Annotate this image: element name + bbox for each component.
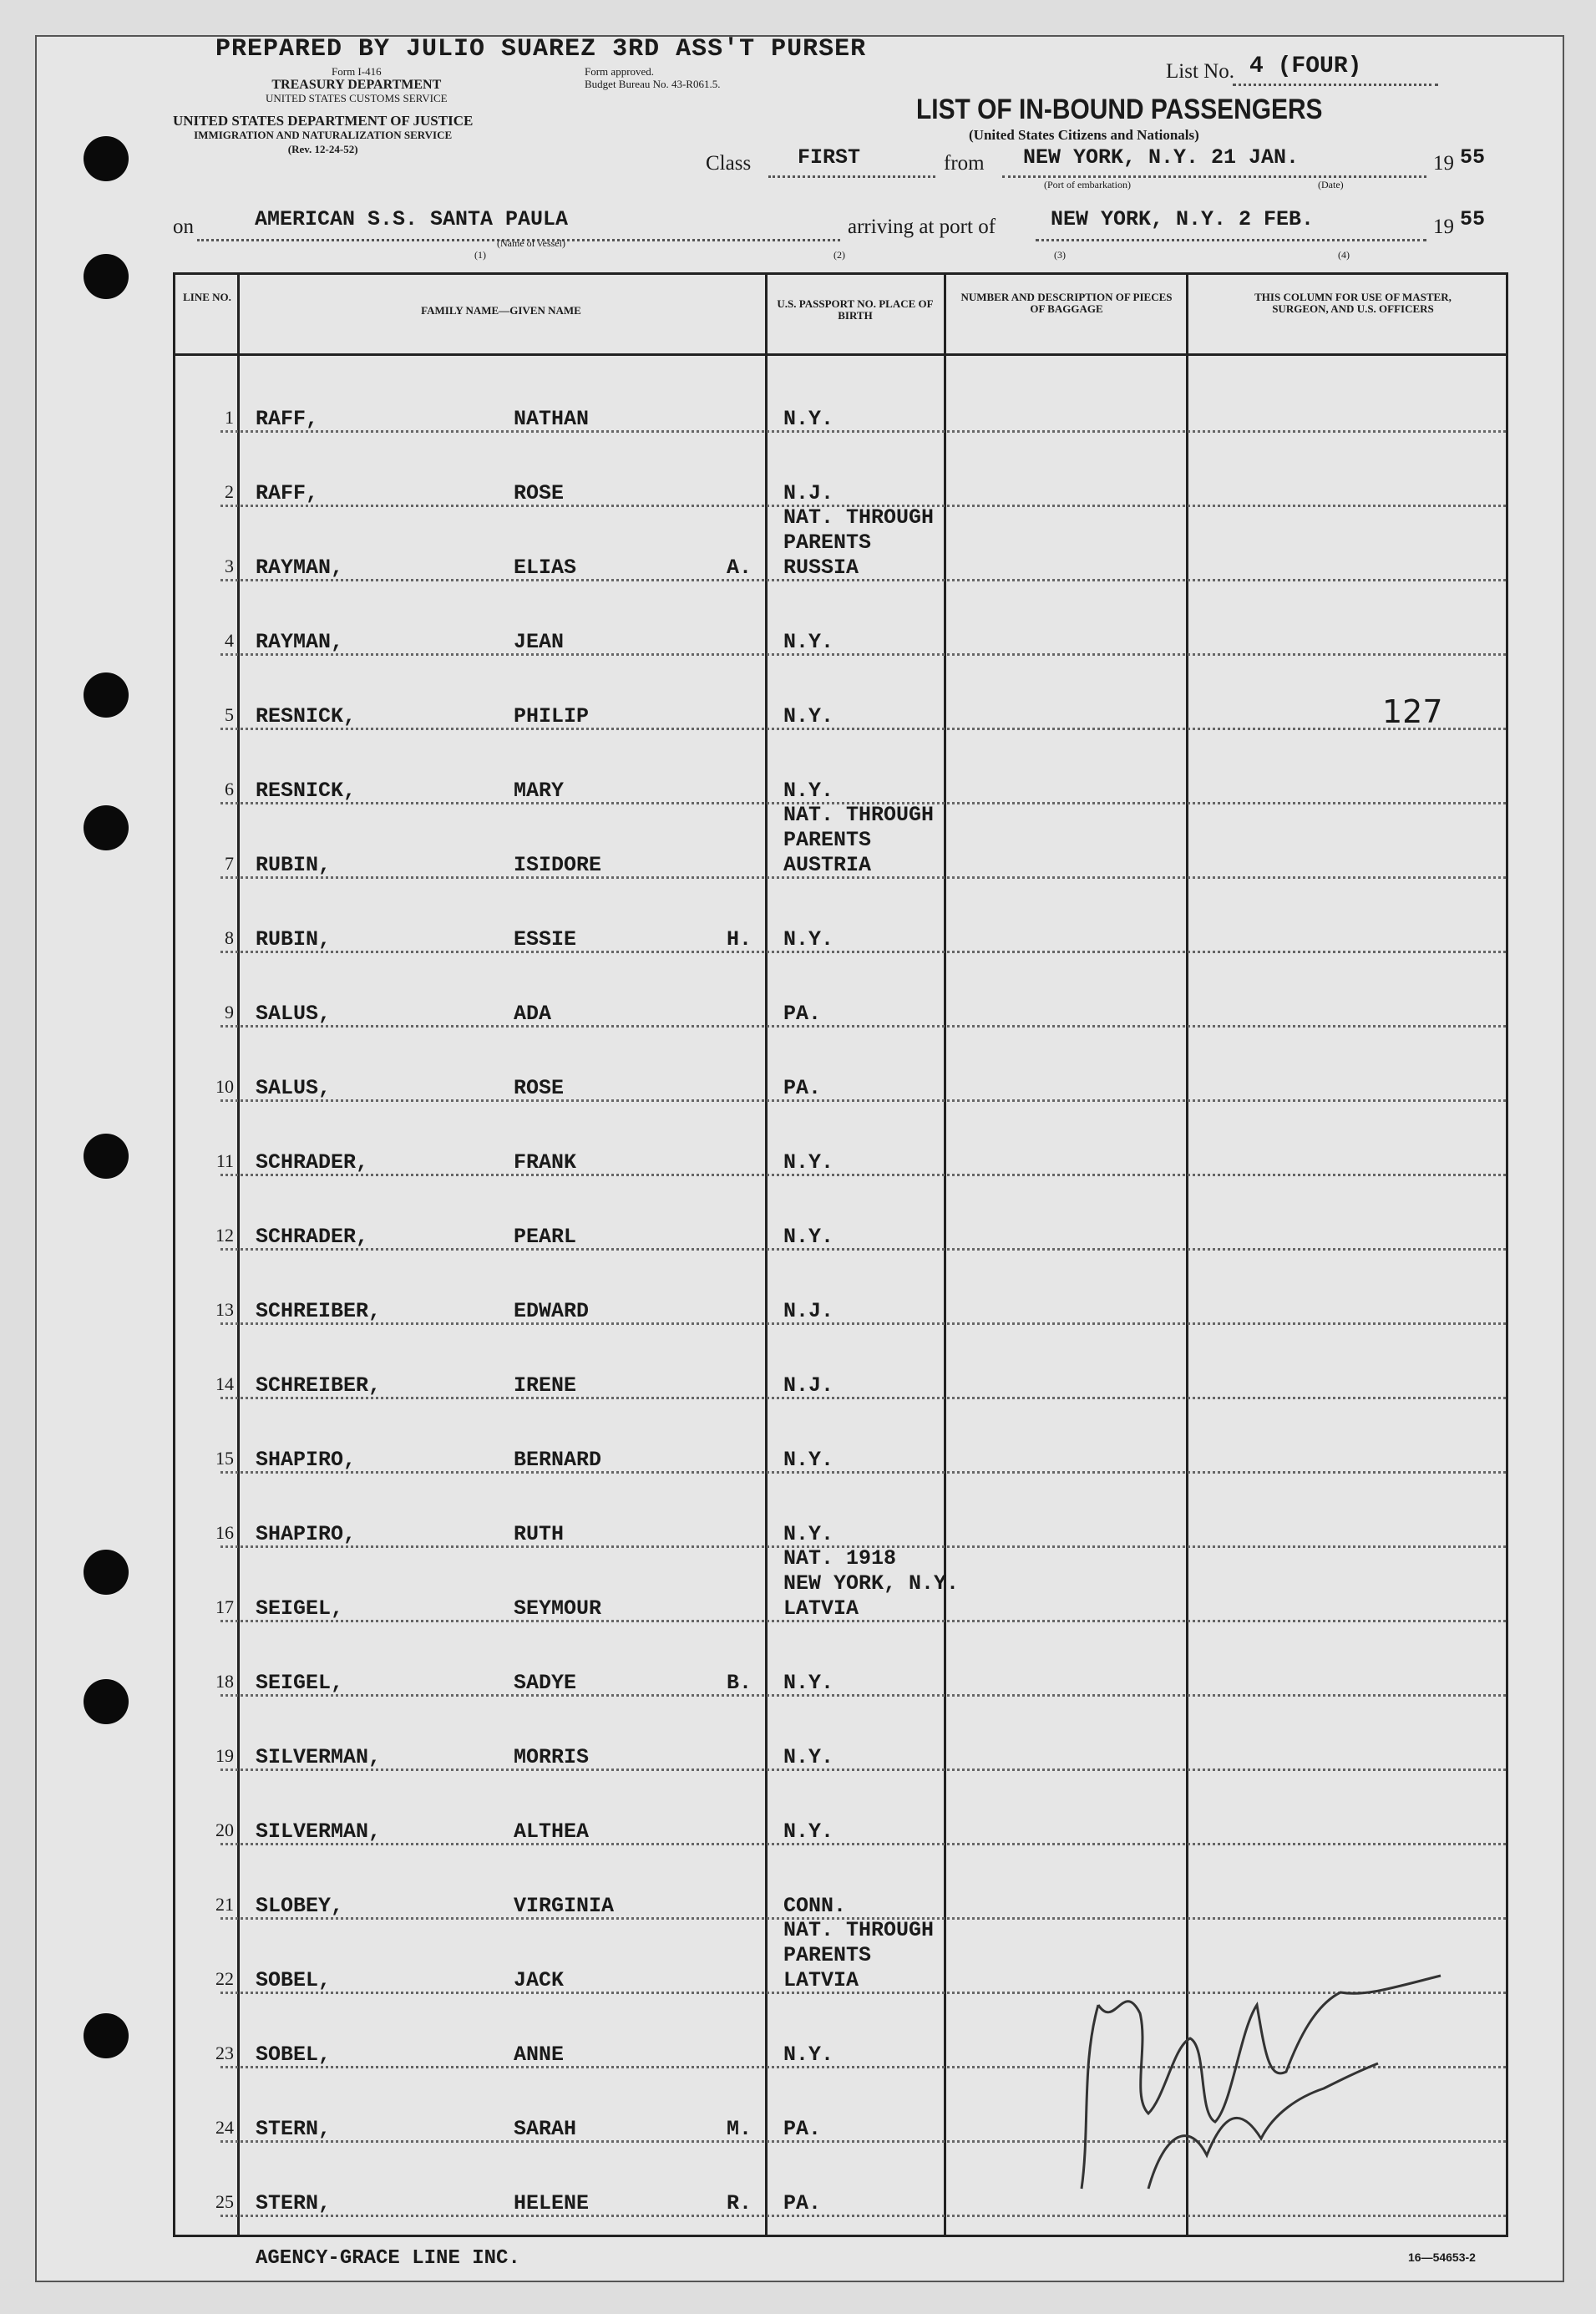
family-name: SLOBEY, (256, 1894, 344, 1918)
line-number: 19 (215, 1745, 234, 1766)
birth-line: LATVIA (783, 1596, 859, 1621)
line-number: 10 (215, 1076, 234, 1097)
budget-bureau-label: Budget Bureau No. 43-R061.5. (585, 78, 721, 90)
row-dotted-line (220, 1768, 1506, 1771)
punch-hole (84, 805, 129, 850)
from-year-prefix: 19 (1433, 152, 1454, 175)
caption-1: (1) (474, 249, 486, 261)
family-name: STERN, (256, 2117, 332, 2141)
place-of-birth (783, 803, 934, 878)
birth-line: N.Y. (783, 1522, 834, 1546)
agency-footer: AGENCY-GRACE LINE INC. (256, 2247, 520, 2270)
class-line (768, 175, 935, 178)
given-name: SEYMOUR (514, 1596, 602, 1621)
place-of-birth (783, 1819, 833, 1845)
birth-line: N.Y. (783, 630, 834, 654)
arriving-label: arriving at port of (848, 216, 996, 238)
col-passport: U.S. PASSPORT NO. PLACE OF BIRTH (777, 297, 934, 322)
birth-line: LATVIA (783, 1968, 859, 1992)
line-number: 16 (215, 1522, 234, 1543)
birth-line: N.Y. (783, 2043, 834, 2067)
birth-line: PA. (783, 2191, 822, 2215)
birth-line: N.Y. (783, 1745, 834, 1769)
line-number: 15 (215, 1448, 234, 1469)
row-dotted-line (220, 430, 1506, 433)
given-name: ADA (514, 1002, 552, 1026)
family-name: SOBEL, (256, 2043, 332, 2067)
family-name: SOBEL, (256, 1968, 332, 1992)
given-name: HELENE (514, 2191, 590, 2215)
place-of-birth (783, 2043, 833, 2068)
row-dotted-line (220, 1025, 1506, 1028)
class-value: FIRST (798, 145, 861, 170)
arriving-line (1036, 239, 1426, 241)
arriving-year: 55 (1460, 207, 1486, 231)
given-name: ELIAS (514, 556, 577, 580)
given-name: BERNARD (514, 1448, 602, 1472)
family-name: RUBIN, (256, 927, 332, 951)
given-name: MORRIS (514, 1745, 590, 1769)
table-row (175, 704, 1506, 738)
col-name: FAMILY NAME—GIVEN NAME (421, 304, 581, 317)
family-name: SCHRADER, (256, 1225, 369, 1249)
place-of-birth (783, 1745, 833, 1770)
department-label: UNITED STATES DEPARTMENT OF JUSTICE (173, 113, 474, 129)
birth-line: PA. (783, 1076, 822, 1100)
arriving-year-prefix: 19 (1433, 216, 1454, 238)
row-dotted-line (220, 1843, 1506, 1845)
punch-hole (84, 136, 129, 181)
line-number: 22 (215, 1968, 234, 1989)
line-number: 14 (215, 1373, 234, 1394)
customs-label: UNITED STATES CUSTOMS SERVICE (266, 92, 448, 104)
line-number: 25 (215, 2191, 234, 2212)
birth-line: PARENTS (783, 530, 872, 555)
given-name: EDWARD (514, 1299, 590, 1323)
table-row (175, 1225, 1506, 1258)
family-name: SALUS, (256, 1002, 332, 1026)
port-caption: (Port of embarkation) (1044, 179, 1131, 190)
given-name: PEARL (514, 1225, 577, 1249)
row-dotted-line (220, 1322, 1506, 1325)
birth-line: AUSTRIA (783, 853, 872, 877)
form-approved-label: Form approved. (585, 65, 655, 78)
place-of-birth (783, 1671, 833, 1696)
caption-3: (3) (1054, 249, 1066, 261)
table-row (175, 1299, 1506, 1332)
punch-hole (84, 1550, 129, 1595)
place-of-birth (783, 1150, 833, 1175)
birth-line: N.Y. (783, 779, 834, 803)
vessel-name: AMERICAN S.S. SANTA PAULA (255, 207, 569, 231)
line-number: 12 (215, 1225, 234, 1246)
punch-hole (84, 254, 129, 299)
given-name: IRENE (514, 1373, 577, 1398)
given-name: SADYE (514, 1671, 577, 1695)
given-name: JACK (514, 1968, 565, 1992)
place-of-birth (783, 1546, 959, 1621)
line-number: 1 (225, 407, 234, 428)
given-name: FRANK (514, 1150, 577, 1175)
row-dotted-line (220, 951, 1506, 953)
table-row (175, 803, 1506, 886)
table-row (175, 1745, 1506, 1779)
page-title: LIST OF IN-BOUND PASSENGERS (916, 94, 1323, 125)
birth-line: PARENTS (783, 828, 872, 852)
given-name: ISIDORE (514, 853, 602, 877)
header-divider (175, 353, 1506, 356)
col-baggage: NUMBER AND DESCRIPTION OF PIECES OF BAGGAGE (960, 291, 1173, 315)
family-name: RAYMAN, (256, 630, 344, 654)
middle-initial: B. (727, 1671, 752, 1695)
line-number: 3 (225, 556, 234, 576)
line-number: 5 (225, 704, 234, 725)
given-name: ESSIE (514, 927, 577, 951)
birth-line: N.Y. (783, 1819, 834, 1844)
line-number: 17 (215, 1596, 234, 1617)
table-row (175, 1150, 1506, 1184)
line-number: 7 (225, 853, 234, 874)
given-name: JEAN (514, 630, 565, 654)
birth-line: PA. (783, 2117, 822, 2141)
table-row (175, 1546, 1506, 1630)
row-dotted-line (220, 1248, 1506, 1251)
line-number: 8 (225, 927, 234, 948)
birth-line: NEW YORK, N.Y. (783, 1571, 960, 1596)
list-number-value: 4 (FOUR) (1249, 53, 1362, 79)
row-dotted-line (220, 1471, 1506, 1474)
form-identifier (266, 65, 448, 105)
given-name: VIRGINIA (514, 1894, 615, 1918)
row-dotted-line (220, 653, 1506, 656)
birth-line: N.Y. (783, 1448, 834, 1472)
place-of-birth (783, 407, 833, 432)
caption-2: (2) (833, 249, 845, 261)
treasury-label: TREASURY DEPARTMENT (271, 78, 442, 92)
row-dotted-line (220, 1099, 1506, 1102)
place-of-birth (783, 1225, 833, 1250)
signature-stamp (1048, 1913, 1449, 2230)
birth-line: N.J. (783, 1373, 834, 1398)
given-name: PHILIP (514, 704, 590, 728)
family-name: SILVERMAN, (256, 1745, 382, 1769)
family-name: RAFF, (256, 481, 319, 505)
family-name: SILVERMAN, (256, 1819, 382, 1844)
family-name: RESNICK, (256, 779, 357, 803)
col-officers: THIS COLUMN FOR USE OF MASTER, SURGEON, AND U.S. OFFICERS (1254, 291, 1452, 315)
family-name: RAYMAN, (256, 556, 344, 580)
place-of-birth (783, 1076, 821, 1101)
family-name: SCHREIBER, (256, 1299, 382, 1323)
birth-line: N.Y. (783, 1671, 834, 1695)
given-name: ROSE (514, 1076, 565, 1100)
given-name: MARY (514, 779, 565, 803)
row-dotted-line (220, 1694, 1506, 1697)
line-number: 24 (215, 2117, 234, 2138)
place-of-birth (783, 1373, 833, 1398)
place-of-birth (783, 1522, 833, 1547)
service-label: IMMIGRATION AND NATURALIZATION SERVICE (194, 129, 453, 141)
form-number-label: Form I-416 (332, 65, 382, 78)
birth-line: N.Y. (783, 927, 834, 951)
family-name: SHAPIRO, (256, 1522, 357, 1546)
table-row (175, 1671, 1506, 1704)
place-of-birth (783, 1918, 934, 1993)
place-of-birth (783, 779, 833, 804)
given-name: SARAH (514, 2117, 577, 2141)
family-name: SEIGEL, (256, 1671, 344, 1695)
line-number: 23 (215, 2043, 234, 2063)
from-line (1002, 175, 1426, 178)
birth-line: NAT. THROUGH (783, 1918, 935, 1942)
place-of-birth (783, 1448, 833, 1473)
punch-hole (84, 672, 129, 718)
family-name: SEIGEL, (256, 1596, 344, 1621)
punch-hole (84, 1134, 129, 1179)
line-number: 4 (225, 630, 234, 651)
table-row (175, 505, 1506, 589)
preparer-line: PREPARED BY JULIO SUAREZ 3RD ASS'T PURSER (215, 35, 867, 63)
list-number-label: List No. (1166, 60, 1234, 83)
place-of-birth (783, 1002, 821, 1027)
place-of-birth (783, 630, 833, 655)
middle-initial: H. (727, 927, 752, 951)
row-dotted-line (220, 728, 1506, 730)
birth-line: N.Y. (783, 1225, 834, 1249)
birth-line: NAT. 1918 (783, 1546, 897, 1571)
family-name: SCHRADER, (256, 1150, 369, 1175)
list-number-line (1233, 84, 1438, 86)
birth-line: N.Y. (783, 407, 834, 431)
from-value: NEW YORK, N.Y. 21 JAN. (1023, 145, 1300, 170)
officer-note: 127 (1382, 693, 1443, 730)
middle-initial: M. (727, 2117, 752, 2141)
family-name: RUBIN, (256, 853, 332, 877)
family-name: RESNICK, (256, 704, 357, 728)
birth-line: NAT. THROUGH (783, 505, 935, 530)
table-row (175, 927, 1506, 961)
given-name: NATHAN (514, 407, 590, 431)
page-subtitle: (United States Citizens and Nationals) (969, 127, 1199, 143)
line-number: 11 (215, 1150, 234, 1171)
revision-label: (Rev. 12-24-52) (287, 143, 358, 155)
punch-hole (84, 2013, 129, 2058)
caption-4: (4) (1338, 249, 1350, 261)
given-name: ALTHEA (514, 1819, 590, 1844)
place-of-birth (783, 505, 934, 581)
line-number: 20 (215, 1819, 234, 1840)
middle-initial: R. (727, 2191, 752, 2215)
table-row (175, 1076, 1506, 1109)
birth-line: CONN. (783, 1894, 847, 1918)
col-line-no: LINE NO. (183, 291, 231, 303)
from-label: from (944, 152, 985, 175)
line-number: 6 (225, 779, 234, 799)
from-year: 55 (1460, 145, 1486, 170)
place-of-birth (783, 481, 833, 506)
arriving-value: NEW YORK, N.Y. 2 FEB. (1051, 207, 1315, 231)
middle-initial: A. (727, 556, 752, 580)
table-row (175, 407, 1506, 440)
birth-line: PA. (783, 1002, 822, 1026)
table-row (175, 1819, 1506, 1853)
family-name: SHAPIRO, (256, 1448, 357, 1472)
line-number: 9 (225, 1002, 234, 1023)
department-block (173, 114, 473, 156)
punch-hole (84, 1679, 129, 1724)
row-dotted-line (220, 1174, 1506, 1176)
birth-line: RUSSIA (783, 556, 859, 580)
place-of-birth (783, 1894, 846, 1919)
birth-line: N.J. (783, 481, 834, 505)
place-of-birth (783, 1299, 833, 1324)
given-name: ROSE (514, 481, 565, 505)
birth-line: N.J. (783, 1299, 834, 1323)
given-name: RUTH (514, 1522, 565, 1546)
line-number: 13 (215, 1299, 234, 1320)
row-dotted-line (220, 1397, 1506, 1399)
family-name: STERN, (256, 2191, 332, 2215)
table-row (175, 1373, 1506, 1407)
place-of-birth (783, 704, 833, 729)
line-number: 18 (215, 1671, 234, 1692)
vessel-caption: (Name of vessel) (497, 237, 565, 249)
place-of-birth (783, 2117, 821, 2142)
form-number-footer: 16—54653-2 (1408, 2251, 1476, 2264)
place-of-birth (783, 2191, 821, 2216)
birth-line: PARENTS (783, 1943, 872, 1967)
birth-line: N.Y. (783, 1150, 834, 1175)
class-label: Class (706, 152, 752, 175)
table-row (175, 630, 1506, 663)
line-number: 21 (215, 1894, 234, 1915)
table-row (175, 1002, 1506, 1035)
birth-line: NAT. THROUGH (783, 803, 935, 827)
family-name: RAFF, (256, 407, 319, 431)
form-approval (585, 65, 720, 90)
given-name: ANNE (514, 2043, 565, 2067)
family-name: SCHREIBER, (256, 1373, 382, 1398)
family-name: SALUS, (256, 1076, 332, 1100)
birth-line: N.Y. (783, 704, 834, 728)
on-label: on (173, 216, 194, 238)
table-row (175, 1448, 1506, 1481)
line-number: 2 (225, 481, 234, 502)
date-caption: (Date) (1318, 179, 1344, 190)
place-of-birth (783, 927, 833, 952)
